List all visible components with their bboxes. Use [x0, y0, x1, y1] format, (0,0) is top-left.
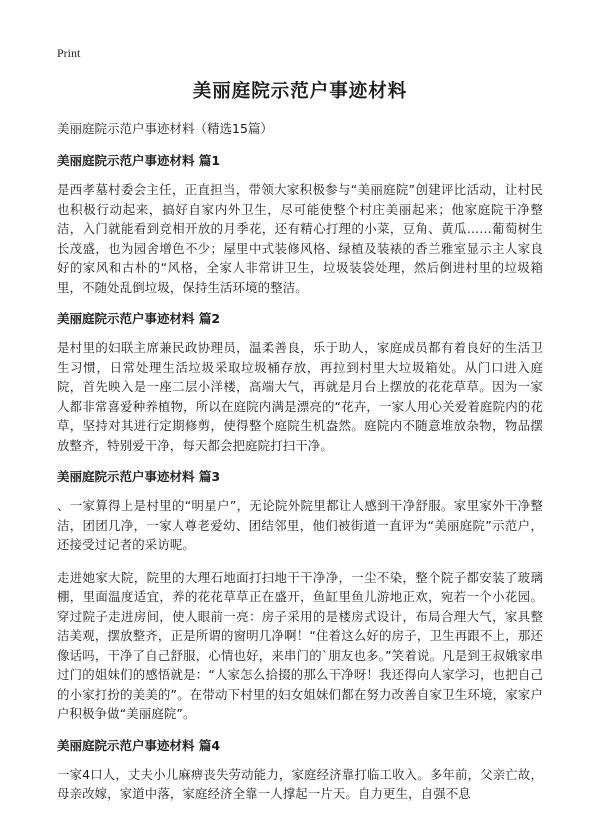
section-4-paragraph-1: 一家4口人，丈夫小儿麻痹丧失劳动能力，家庭经济靠打临工收入。多年前，父亲亡故，母亲改嫁，家道中落，家庭经济全靠一人撑起一片天。自力更生，自强不息 — [57, 766, 543, 801]
document — [57, 80, 543, 817]
page-title: 美丽庭院示范户事迹材料 — [192, 81, 408, 102]
section-heading-4: 美丽庭院示范户事迹材料 篇4 — [57, 737, 221, 753]
section-3-paragraph-2: 走进她家大院，院里的大理石地面打扫地干干净净，一尘不染，整个院子都安装了玻璃棚，里面温度适宜，养的花花草草正在盛开，鱼缸里鱼儿游地正欢，宛若一个小花园。穿过院子走进房间，使人眼前一亮：房子采用的是楼房式设计，布局合理大气，家具整洁美观，摆放整齐，正是所谓的窗明几净啊！“住着这么好的房子，卫生再跟不上，那还像话吗，干净了自己舒服，心情也好，来串门的`朋友也多。”笑着说。凡是到王叔娥家串过门的姐妹们的感悟就是：“人家怎么拾掇的那么干净呀！我还得向人家学习，也把自己的小家打扮的美美的”。在带动下村里的妇女姐妹们都在努力改善自家卫生环境，家家户户积极争做“美丽庭院”。 — [57, 569, 543, 721]
section-1-paragraph-1: 是西孝墓村委会主任，正直担当，带领大家积极参与“美丽庭院”创建评比活动，让村民也积极行动起来，搞好自家内外卫生，尽可能使整个村庄美丽起来；他家庭院干净整洁，入门就能看到竞相开放的月季花，还有精心打理的小菜，豆角、黄瓜……葡萄树生长茂盛，也为园舍增色不少；屋里中式装修风格、绿植及装裱的香兰雅室显示主人家良好的家风和古朴的“风格，全家人非常讲卫生，垃圾装袋处理，然后倒进村里的垃圾箱里，不随处乱倒垃圾，保持生活环境的整洁。 — [57, 182, 543, 295]
section-heading-3: 美丽庭院示范户事迹材料 篇3 — [57, 469, 221, 484]
print-link[interactable]: Print — [57, 46, 81, 60]
section-2-paragraph-1: 是村里的妇联主席兼民政协理员，温柔善良，乐于助人，家庭成员都有着良好的生活卫生习惯，日常处理生活垃圾采取垃圾桶存放，再拉到村里大垃圾箱处。从门口进入庭院，首先映入是一座二层小洋楼，高端大气，再就是月台上摆放的花花草草。因为一家人都非常喜爱种养植物，所以在庭院内满是漂亮的“花卉，一家人用心关爱着庭院内的花草，坚持对其进行定期修剪，使得整个庭院生机盎然。庭院内不随意堆放杂物，物品摆放整齐，特别爱干净，每天都会把庭院打扫干净。 — [57, 340, 543, 453]
document-subtitle: 美丽庭院示范户事迹材料（精选15篇） — [57, 121, 273, 136]
section-3-paragraph-1: 、一家算得上是村里的“明星户”，无论院外院里都让人感到干净舒服。家里家外干净整洁，团团几净，一家人尊老爱幼、团结邻里，他们被街道一直评为“美丽庭院”示范户，还接受过记者的采访呢。 — [57, 498, 544, 552]
section-heading-1: 美丽庭院示范户事迹材料 篇1 — [57, 153, 221, 168]
section-heading-2: 美丽庭院示范户事迹材料 篇2 — [57, 311, 221, 326]
